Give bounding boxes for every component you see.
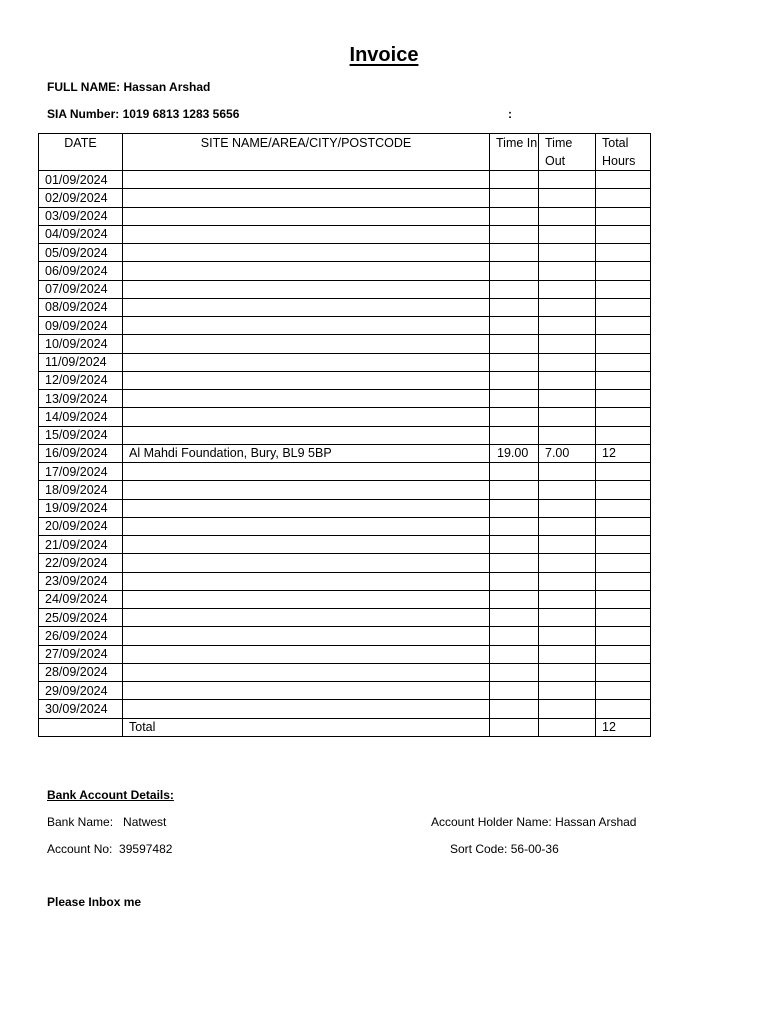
- bank-details-heading: Bank Account Details:: [47, 788, 174, 802]
- account-holder-line: [431, 815, 636, 829]
- table-row: [39, 590, 651, 608]
- time-in-cell: [490, 554, 539, 572]
- total-time-out-cell: [539, 718, 596, 736]
- hours-cell: [596, 298, 651, 316]
- hours-cell: [596, 335, 651, 353]
- hours-cell: [596, 390, 651, 408]
- date-cell: 02/09/2024: [39, 189, 123, 207]
- table-row: [39, 371, 651, 389]
- time-out-cell: [539, 463, 596, 481]
- time-out-cell: [539, 390, 596, 408]
- date-cell: 12/09/2024: [39, 371, 123, 389]
- hours-cell: [596, 171, 651, 189]
- time-in-cell: [490, 627, 539, 645]
- site-cell: [123, 280, 490, 298]
- full-name-line: [47, 80, 210, 94]
- account-number-label: Account No:: [47, 842, 113, 856]
- hours-cell: [596, 408, 651, 426]
- total-label-cell: Total: [123, 718, 490, 736]
- hours-cell: [596, 517, 651, 535]
- date-cell: 16/09/2024: [39, 444, 123, 462]
- table-row: [39, 225, 651, 243]
- hours-cell: [596, 645, 651, 663]
- time-out-cell: [539, 609, 596, 627]
- site-cell: [123, 390, 490, 408]
- time-in-cell: [490, 517, 539, 535]
- hours-cell: [596, 207, 651, 225]
- hours-cell: [596, 426, 651, 444]
- table-row: [39, 554, 651, 572]
- site-cell: [123, 353, 490, 371]
- time-out-cell: [539, 298, 596, 316]
- time-in-cell: 19.00: [490, 444, 539, 462]
- time-in-cell: [490, 481, 539, 499]
- hours-cell: [596, 499, 651, 517]
- hours-cell: [596, 609, 651, 627]
- table-row: [39, 189, 651, 207]
- hours-cell: [596, 225, 651, 243]
- time-in-cell: [490, 536, 539, 554]
- site-cell: [123, 225, 490, 243]
- date-cell: 30/09/2024: [39, 700, 123, 718]
- date-cell: 07/09/2024: [39, 280, 123, 298]
- time-out-header: Time Out: [539, 134, 596, 171]
- table-row: [39, 682, 651, 700]
- time-out-cell: [539, 262, 596, 280]
- site-cell: [123, 700, 490, 718]
- table-row: [39, 627, 651, 645]
- total-empty-cell: [39, 718, 123, 736]
- table-row: [39, 207, 651, 225]
- time-in-cell: [490, 590, 539, 608]
- account-holder-label: Account Holder Name:: [431, 815, 552, 829]
- hours-cell: [596, 554, 651, 572]
- date-cell: 20/09/2024: [39, 517, 123, 535]
- hours-cell: [596, 317, 651, 335]
- time-out-cell: [539, 627, 596, 645]
- site-cell: [123, 426, 490, 444]
- site-cell: [123, 244, 490, 262]
- date-cell: 01/09/2024: [39, 171, 123, 189]
- hours-cell: [596, 627, 651, 645]
- date-cell: 15/09/2024: [39, 426, 123, 444]
- account-holder-value: Hassan Arshad: [555, 815, 637, 829]
- bank-name-label: Bank Name:: [47, 815, 114, 829]
- date-cell: 25/09/2024: [39, 609, 123, 627]
- time-in-cell: [490, 572, 539, 590]
- time-out-cell: [539, 207, 596, 225]
- date-cell: 17/09/2024: [39, 463, 123, 481]
- table-row: [39, 499, 651, 517]
- account-number-value: 39597482: [119, 842, 173, 856]
- table-row: [39, 298, 651, 316]
- table-row: [39, 335, 651, 353]
- site-cell: [123, 463, 490, 481]
- table-row: [39, 517, 651, 535]
- hours-cell: [596, 463, 651, 481]
- time-in-cell: [490, 682, 539, 700]
- table-row: [39, 317, 651, 335]
- date-cell: 28/09/2024: [39, 663, 123, 681]
- table-row: [39, 244, 651, 262]
- site-cell: [123, 590, 490, 608]
- timesheet-table: [38, 133, 651, 737]
- sia-number-line: [47, 107, 239, 121]
- site-cell: [123, 371, 490, 389]
- table-row: [39, 408, 651, 426]
- table-row: [39, 700, 651, 718]
- total-hours-cell: 12: [596, 718, 651, 736]
- account-number-line: [47, 842, 172, 856]
- date-cell: 14/09/2024: [39, 408, 123, 426]
- date-cell: 22/09/2024: [39, 554, 123, 572]
- date-cell: 11/09/2024: [39, 353, 123, 371]
- hours-cell: [596, 371, 651, 389]
- table-row: [39, 572, 651, 590]
- hours-cell: [596, 353, 651, 371]
- site-cell: [123, 572, 490, 590]
- full-name-value: Hassan Arshad: [123, 80, 211, 94]
- site-cell: [123, 262, 490, 280]
- table-row: [39, 463, 651, 481]
- time-in-cell: [490, 262, 539, 280]
- site-cell: [123, 298, 490, 316]
- time-in-cell: [490, 335, 539, 353]
- bank-name-line: [47, 815, 166, 829]
- date-header: DATE: [39, 134, 123, 171]
- time-out-cell: [539, 536, 596, 554]
- time-out-cell: [539, 171, 596, 189]
- date-cell: 06/09/2024: [39, 262, 123, 280]
- time-in-cell: [490, 663, 539, 681]
- date-cell: 27/09/2024: [39, 645, 123, 663]
- time-out-cell: [539, 554, 596, 572]
- full-name-label: FULL NAME:: [47, 80, 121, 94]
- site-cell: [123, 335, 490, 353]
- time-in-cell: [490, 244, 539, 262]
- time-out-cell: [539, 572, 596, 590]
- sort-code-line: [450, 842, 559, 856]
- table-row: [39, 262, 651, 280]
- date-cell: 29/09/2024: [39, 682, 123, 700]
- table-row: [39, 353, 651, 371]
- site-cell: [123, 554, 490, 572]
- hours-cell: [596, 481, 651, 499]
- hours-cell: [596, 590, 651, 608]
- time-in-cell: [490, 280, 539, 298]
- sia-colon: :: [508, 107, 512, 121]
- site-cell: [123, 189, 490, 207]
- hours-cell: 12: [596, 444, 651, 462]
- sort-code-label: Sort Code:: [450, 842, 508, 856]
- date-cell: 26/09/2024: [39, 627, 123, 645]
- site-cell: [123, 317, 490, 335]
- hours-cell: [596, 572, 651, 590]
- time-out-cell: [539, 335, 596, 353]
- time-in-cell: [490, 645, 539, 663]
- hours-cell: [596, 663, 651, 681]
- sort-code-value: 56-00-36: [510, 842, 559, 856]
- sia-number-value: 1019 6813 1283 5656: [122, 107, 240, 121]
- table-row: [39, 280, 651, 298]
- site-cell: [123, 207, 490, 225]
- time-out-cell: [539, 517, 596, 535]
- site-cell: [123, 499, 490, 517]
- time-in-cell: [490, 189, 539, 207]
- time-in-cell: [490, 353, 539, 371]
- time-in-cell: [490, 408, 539, 426]
- total-row: [39, 718, 651, 736]
- table-row: [39, 444, 651, 462]
- time-in-cell: [490, 298, 539, 316]
- table-row: [39, 663, 651, 681]
- time-in-cell: [490, 609, 539, 627]
- time-in-cell: [490, 171, 539, 189]
- time-out-cell: [539, 353, 596, 371]
- hours-cell: [596, 280, 651, 298]
- time-out-cell: [539, 499, 596, 517]
- table-row: [39, 609, 651, 627]
- time-in-cell: [490, 207, 539, 225]
- table-row: [39, 481, 651, 499]
- site-cell: [123, 609, 490, 627]
- date-cell: 03/09/2024: [39, 207, 123, 225]
- time-out-cell: [539, 280, 596, 298]
- sia-number-label: SIA Number:: [47, 107, 120, 121]
- hours-cell: [596, 262, 651, 280]
- time-in-cell: [490, 426, 539, 444]
- date-cell: 04/09/2024: [39, 225, 123, 243]
- table-header-row: [39, 134, 651, 171]
- site-cell: [123, 517, 490, 535]
- time-out-cell: [539, 682, 596, 700]
- time-out-cell: [539, 700, 596, 718]
- date-cell: 05/09/2024: [39, 244, 123, 262]
- site-cell: [123, 171, 490, 189]
- time-in-header: Time In: [490, 134, 539, 171]
- site-cell: [123, 663, 490, 681]
- time-in-cell: [490, 317, 539, 335]
- total-hours-header: Total Hours: [596, 134, 651, 171]
- time-in-cell: [490, 225, 539, 243]
- time-out-cell: [539, 590, 596, 608]
- hours-cell: [596, 700, 651, 718]
- date-cell: 10/09/2024: [39, 335, 123, 353]
- footer-note: Please Inbox me: [47, 895, 142, 909]
- time-out-cell: [539, 244, 596, 262]
- hours-cell: [596, 244, 651, 262]
- time-in-cell: [490, 371, 539, 389]
- time-in-cell: [490, 700, 539, 718]
- time-out-cell: [539, 189, 596, 207]
- date-cell: 09/09/2024: [39, 317, 123, 335]
- time-out-cell: [539, 663, 596, 681]
- site-cell: [123, 682, 490, 700]
- site-cell: [123, 627, 490, 645]
- date-cell: 21/09/2024: [39, 536, 123, 554]
- table-row: [39, 536, 651, 554]
- time-out-cell: [539, 426, 596, 444]
- site-cell: [123, 408, 490, 426]
- date-cell: 24/09/2024: [39, 590, 123, 608]
- total-time-in-cell: [490, 718, 539, 736]
- time-in-cell: [490, 463, 539, 481]
- time-out-cell: [539, 481, 596, 499]
- time-out-cell: 7.00: [539, 444, 596, 462]
- table-row: [39, 645, 651, 663]
- table-row: [39, 171, 651, 189]
- time-out-cell: [539, 645, 596, 663]
- table-row: [39, 426, 651, 444]
- site-cell: [123, 481, 490, 499]
- time-out-cell: [539, 225, 596, 243]
- date-cell: 18/09/2024: [39, 481, 123, 499]
- invoice-title: Invoice: [349, 44, 419, 66]
- hours-cell: [596, 536, 651, 554]
- date-cell: 08/09/2024: [39, 298, 123, 316]
- site-header: SITE NAME/AREA/CITY/POSTCODE: [123, 134, 490, 171]
- site-cell: [123, 645, 490, 663]
- time-out-cell: [539, 371, 596, 389]
- site-cell: Al Mahdi Foundation, Bury, BL9 5BP: [123, 444, 490, 462]
- hours-cell: [596, 682, 651, 700]
- bank-name-value: Natwest: [123, 815, 167, 829]
- site-cell: [123, 536, 490, 554]
- time-out-cell: [539, 408, 596, 426]
- date-cell: 19/09/2024: [39, 499, 123, 517]
- date-cell: 23/09/2024: [39, 572, 123, 590]
- time-in-cell: [490, 499, 539, 517]
- time-in-cell: [490, 390, 539, 408]
- table-row: [39, 390, 651, 408]
- hours-cell: [596, 189, 651, 207]
- time-out-cell: [539, 317, 596, 335]
- date-cell: 13/09/2024: [39, 390, 123, 408]
